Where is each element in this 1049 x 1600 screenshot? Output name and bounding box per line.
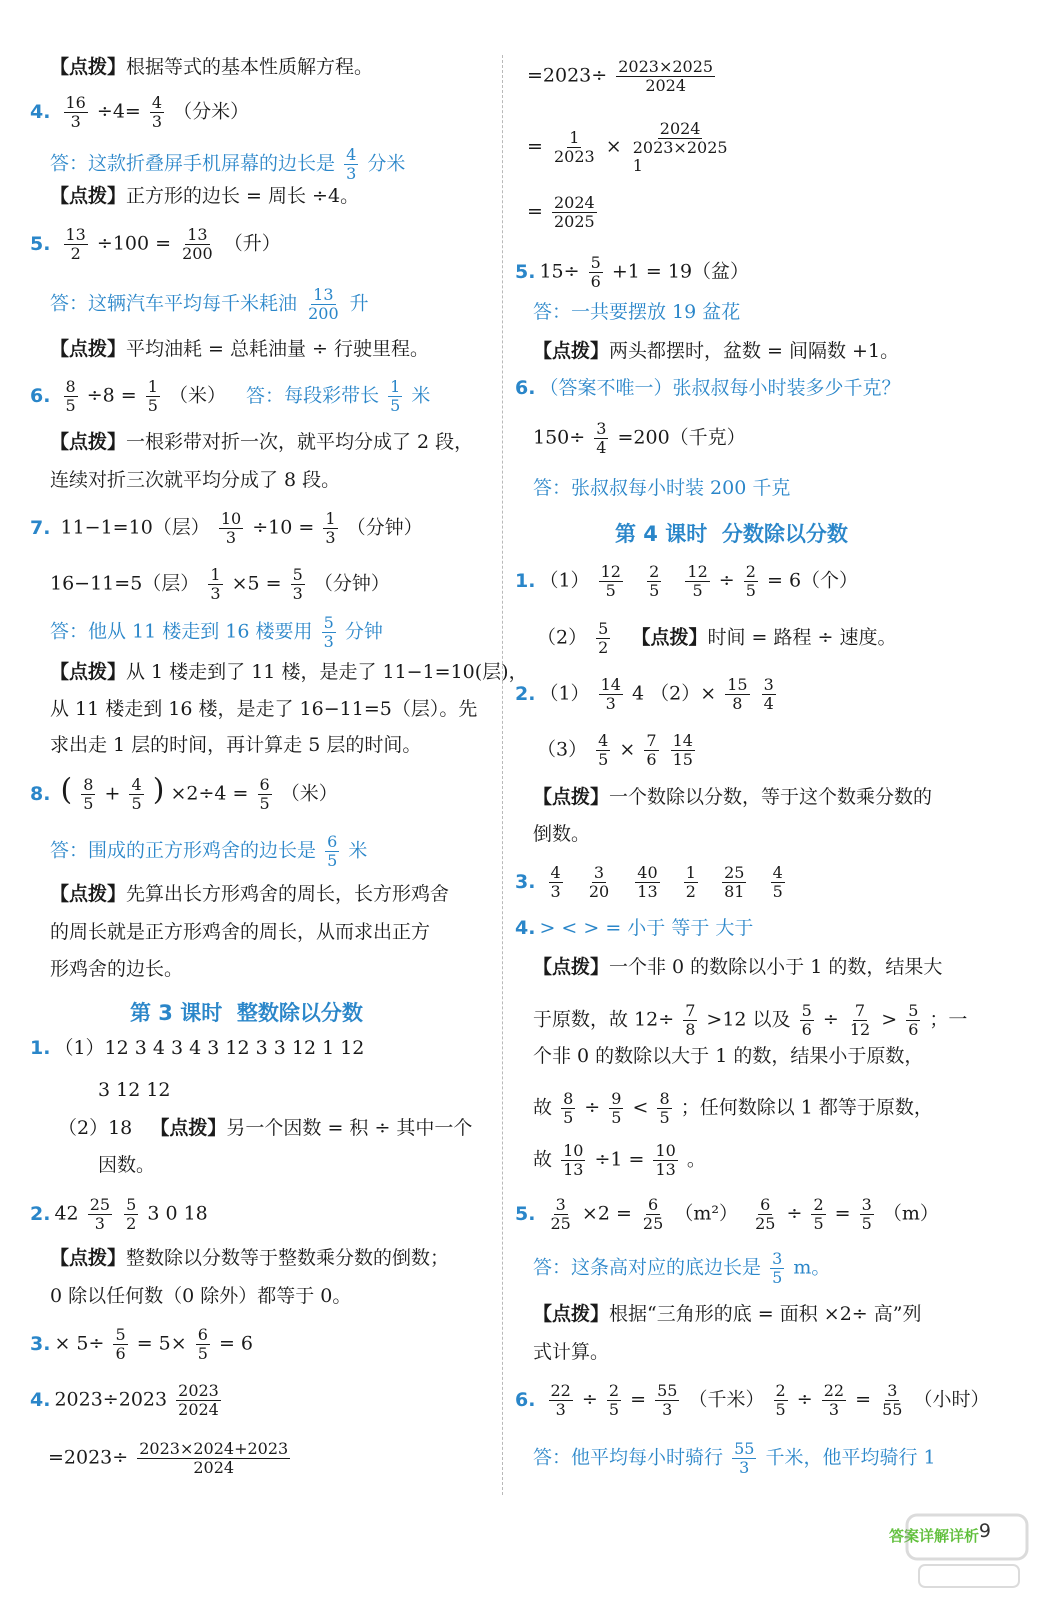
q4-tip: 【点拨】正方形的边长 = 周长 ÷4。 — [50, 185, 360, 207]
q6-equation: 6. $\frac{8}{5}$ ÷8 = $\frac{1}{5}$ （米） 答：每段彩带长 $\frac{1}{5}$ 米 — [30, 377, 431, 415]
r4-tip-2: 于原数，故 12÷ $\frac{7}{8}$ >12 以及 $\frac{5}{6}$ ÷ $\frac{7}{12}$ > $\frac{5}{6}$ ；一 — [533, 1001, 968, 1039]
q5-answer: 答：这辆汽车平均每千米耗油 $\frac{13}{200}$ 升 — [50, 285, 369, 323]
q7-tip: 【点拨】从 1 楼走到了 11 楼，是走了 11−1=10(层)， — [50, 661, 528, 683]
l3q1-row1: 1. （1）12 3 4 3 4 3 12 3 3 12 1 12 — [30, 1037, 365, 1059]
l3q4-line2: =2023÷ $\frac{2023\times 2024+2023}{2024}$ — [48, 1439, 289, 1477]
watermark-logo-icon — [899, 1505, 1039, 1595]
tip-line: 【点拨】根据等式的基本性质解方程。 — [50, 56, 374, 78]
r4-answers: 4. > < > = 小于 等于 大于 — [515, 917, 754, 939]
r6-answer: 答：他平均每小时骑行 $\frac{55}{3}$ 千米，他平均骑行 1 — [533, 1439, 936, 1477]
q6-tip: 【点拨】一根彩带对折一次，就平均分成了 2 段， — [50, 431, 474, 453]
r4-tip-3: 个非 0 的数除以大于 1 的数，结果小于原数， — [533, 1045, 924, 1067]
l3q1-row3: （2）18 【点拨】另一个因数 = 积 ÷ 其中一个 — [58, 1117, 473, 1139]
l3q2-tip-cont: 0 除以任何数（0 除外）都等于 0。 — [50, 1285, 352, 1307]
r6-equation: 6. $\frac{22}{3}$ ÷ $\frac{2}{5}$ = $\frac{55}{3}$ （千米） $\frac{2}{5}$ ÷ $\frac{22}{3}$ = $\frac{3}{55}$ （小时） — [515, 1381, 990, 1419]
r2-part2: （3） $\frac{4}{5}$ × $\frac{7}{6}$ $\frac{14}{15}$ — [537, 731, 693, 769]
rq6-question: 6. （答案不唯一）张叔叔每小时装多少千克？ — [515, 377, 901, 399]
l3q2-line: 2. 42 $\frac{25}{3}$ $\frac{5}{2}$ 3 0 18 — [30, 1195, 208, 1233]
r4-tip-5: 故 $\frac{10}{13}$ ÷1 = $\frac{10}{13}$ 。 — [533, 1141, 706, 1179]
l3q1-row2: 3 12 12 — [98, 1079, 171, 1101]
r5-equation: 5. $\frac{3}{25}$ ×2 = $\frac{6}{25}$ （m²） $\frac{6}{25}$ ÷ $\frac{2}{5}$ = $\frac{3}{5}$ （m） — [515, 1195, 939, 1233]
rq6-answer: 答：张叔叔每小时装 200 千克 — [533, 477, 791, 499]
column-divider — [502, 55, 503, 1495]
l3q2-tip: 【点拨】整数除以分数等于整数乘分数的倒数； — [50, 1247, 450, 1269]
calc-step1: =2023÷ $\frac{2023\times 2025}{2024}$ — [527, 57, 714, 95]
l3q3-line: 3. × 5÷ $\frac{5}{6}$ = 5× $\frac{6}{5}$ = 6 — [30, 1325, 254, 1363]
l3q4-line1: 4. 2023÷2023 $\frac{2023}{2024}$ — [30, 1381, 219, 1419]
q8-equation: 8. ( $\frac{8}{5}$ + $\frac{4}{5}$ ) ×2÷4 = $\frac{6}{5}$ （米） — [30, 772, 338, 813]
calc-step3: = $\frac{2024}{2025}$ — [527, 193, 595, 231]
rq5-tip: 【点拨】两头都摆时，盆数 = 间隔数 +1。 — [533, 340, 900, 362]
r2-tip: 【点拨】一个数除以分数，等于这个数乘分数的 — [533, 786, 933, 808]
r5-tip: 【点拨】根据“三角形的底 = 面积 ×2÷ 高”列 — [533, 1303, 922, 1325]
q7-line2: 16−11=5（层） $\frac{1}{3}$ ×5 = $\frac{5}{3}$ （分钟） — [50, 565, 390, 603]
q7-tip-cont2: 求出走 1 层的时间，再计算走 5 层的时间。 — [50, 734, 422, 756]
r3-line: 3. $\frac{4}{3}$ $\frac{3}{20}$ $\frac{40}{13}$ $\frac{1}{2}$ $\frac{25}{81}$ $\frac{4}{5}$ — [515, 863, 783, 901]
q4-equation: 4. $\frac{16}{3}$ ÷4= $\frac{4}{3}$ （分米） — [30, 93, 250, 131]
r2-tip-cont: 倒数。 — [533, 823, 591, 845]
q8-tip-cont2: 形鸡舍的边长。 — [50, 958, 184, 980]
q7-line1: 7. 11−1=10（层） $\frac{10}{3}$ ÷10 = $\frac{1}{3}$ （分钟） — [30, 509, 423, 547]
q8-tip-cont: 的周长就是正方形鸡舍的周长，从而求出正方 — [50, 921, 431, 943]
r2-part1: 2. （1） $\frac{14}{3}$ 4 （2）× $\frac{15}{8}$ $\frac{3}{4}$ — [515, 675, 774, 713]
r1-part1: 1. （1） $\frac{12}{5}$ $\frac{2}{5}$ $\frac{12}{5}$ ÷ $\frac{2}{5}$ = 6（个） — [515, 562, 859, 600]
q8-answer: 答：围成的正方形鸡舍的边长是 $\frac{6}{5}$ 米 — [50, 832, 368, 870]
l3q1-row4: 因数。 — [98, 1154, 156, 1176]
lesson3-title: 第 3 课时 整数除以分数 — [130, 1001, 363, 1025]
rq5-equation: 5. 15÷ $\frac{5}{6}$ +1 = 19（盆） — [515, 253, 750, 291]
q4-answer: 答：这款折叠屏手机屏幕的边长是 $\frac{4}{3}$ 分米 — [50, 145, 406, 183]
r5-tip-cont: 式计算。 — [533, 1341, 610, 1363]
q5-equation: 5. $\frac{13}{2}$ ÷100 = $\frac{13}{200}$ （升） — [30, 225, 281, 263]
q7-answer: 答：他从 11 楼走到 16 楼要用 $\frac{5}{3}$ 分钟 — [50, 613, 383, 651]
q8-tip: 【点拨】先算出长方形鸡舍的周长，长方形鸡舍 — [50, 883, 450, 905]
q7-tip-cont: 从 11 楼走到 16 楼，是走了 16−11=5（层）。先 — [50, 698, 478, 720]
r5-answer: 答：这条高对应的底边长是 $\frac{3}{5}$ m。 — [533, 1249, 831, 1287]
page-number: 9 — [978, 1520, 991, 1542]
footer-label: 答案详解详析 — [888, 1527, 979, 1545]
rq6-equation: 150÷ $\frac{3}{4}$ =200（千克） — [533, 419, 746, 457]
calc-step2: = $\frac{1}{2023}$ × 2024 2023×2025 1 — [527, 119, 728, 175]
q5-tip: 【点拨】平均油耗 = 总耗油量 ÷ 行驶里程。 — [50, 338, 430, 360]
r1-part2: （2） $\frac{5}{2}$ 【点拨】时间 = 路程 ÷ 速度。 — [537, 619, 897, 657]
r4-tip-4: 故 $\frac{8}{5}$ ÷ $\frac{9}{5}$ < $\frac{8}{5}$ ；任何数除以 1 都等于原数， — [533, 1089, 933, 1127]
r4-tip: 【点拨】一个非 0 的数除以小于 1 的数，结果大 — [533, 956, 943, 978]
rq5-answer: 答：一共要摆放 19 盆花 — [533, 301, 741, 323]
lesson4-title: 第 4 课时 分数除以分数 — [615, 522, 848, 546]
q6-tip-cont: 连续对折三次就平均分成了 8 段。 — [50, 469, 341, 491]
